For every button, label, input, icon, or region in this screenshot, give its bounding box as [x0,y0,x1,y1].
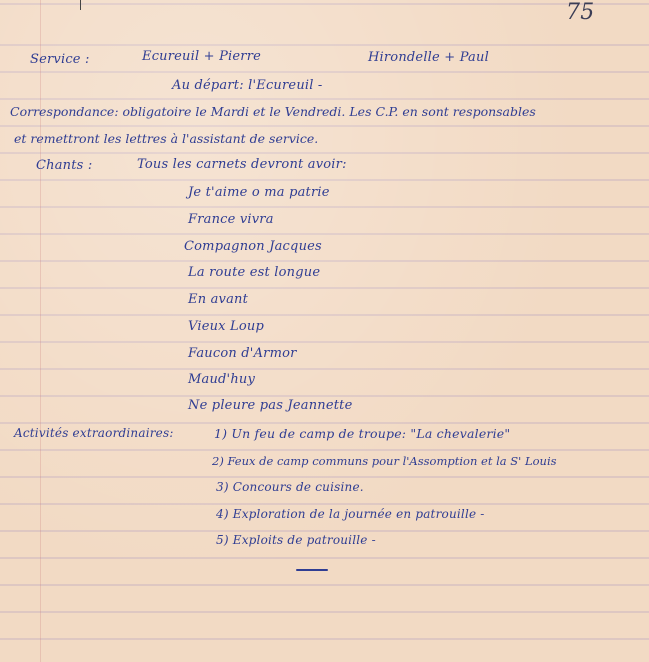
song-item: En avant [188,292,249,307]
activity-item: 4) Exploration de la journée en patrouille - [216,507,485,521]
song-item: Faucon d'Armor [188,346,297,361]
chants-intro: Tous les carnets devront avoir: [137,157,347,172]
activity-item: 2) Feux de camp communs pour l'Assomption et la S' Louis [212,454,557,468]
page-number: 75 [566,0,595,25]
service-group-1: Ecureuil + Pierre [142,49,262,64]
song-item: Ne pleure pas Jeannette [188,398,353,413]
margin-rule [40,0,41,662]
song-item: France vivra [188,212,274,227]
song-item: Je t'aime o ma patrie [188,185,330,200]
chants-label: Chants : [36,158,93,173]
service-label: Service : [30,52,90,67]
song-item: Maud'huy [188,372,256,387]
activity-item: 3) Concours de cuisine. [216,480,364,494]
activity-item: 1) Un feu de camp de troupe: "La chevalerie" [214,426,511,441]
service-group-2: Hirondelle + Paul [368,50,489,65]
song-item: Vieux Loup [188,319,265,334]
song-item: La route est longue [188,265,321,280]
correspondance-line-2: et remettront les lettres à l'assistant de service. [14,131,319,146]
activites-label: Activités extraordinaires: [14,426,174,440]
activity-item: 5) Exploits de patrouille - [216,533,376,547]
end-divider [296,569,328,571]
service-note: Au départ: l'Ecureuil - [172,78,323,93]
page-edge-mark [80,0,81,10]
song-item: Compagnon Jacques [184,239,322,254]
correspondance-line-1: Correspondance: obligatoire le Mardi et le Vendredi. Les C.P. en sont responsables [10,104,536,119]
